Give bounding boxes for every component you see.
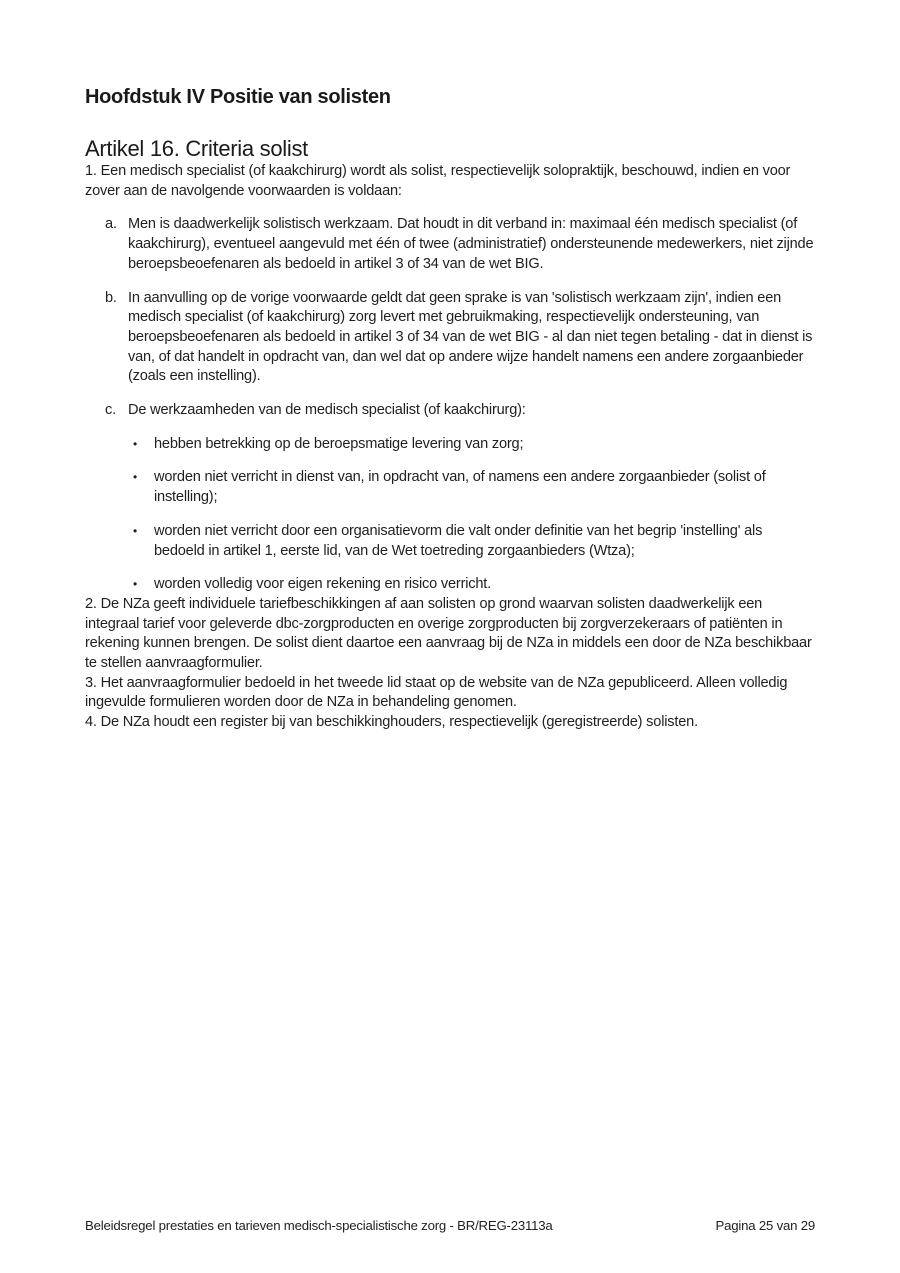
bullet-item-4: [128, 575, 815, 595]
list-marker-c: c.: [105, 402, 116, 419]
list-marker-a: a.: [105, 216, 117, 233]
bullet-item-3: [128, 522, 815, 561]
article-title: Artikel 16. Criteria solist: [85, 136, 308, 161]
list-item-b: [85, 289, 815, 388]
paragraph-3: 3. Het aanvraagformulier bedoeld in het tweede lid staat op de website van de NZa gepubliceerd. Alleen volledig ingevulde formulieren worden door de NZa in behandeling genomen.: [85, 674, 788, 711]
footer-document-reference: Beleidsregel prestaties en tarieven medisch-specialistische zorg - BR/REG-23113a: [85, 1218, 553, 1233]
bullet-icon: •: [133, 523, 138, 538]
bullet-item-3-text: worden niet verricht door een organisatievorm die valt onder definitie van het begrip 'instelling' als bedoeld in artikel 1, eerste lid, van de Wet toetreding zorgaanbieders (Wtza);: [154, 522, 763, 559]
footer-page-number: Pagina 25 van 29: [715, 1218, 815, 1233]
list-marker-b: b.: [105, 289, 117, 306]
bullet-item-2: [128, 468, 815, 507]
bullet-item-1: [128, 435, 815, 455]
chapter-title: Hoofdstuk IV Positie van solisten: [85, 86, 391, 108]
bullet-icon: •: [133, 436, 138, 451]
list-item-a-text: Men is daadwerkelijk solistisch werkzaam. Dat houdt in dit verband in: maximaal één medisch specialist (of kaakchirurg), eventueel aangevuld met één of twee (administratief) ondersteunende medewerkers, niet zijnde beroepsbeoefenaren als bedoeld in artikel 3 of 34 van de wet BIG.: [128, 216, 814, 272]
list-item-c-text: De werkzaamheden van de medisch specialist (of kaakchirurg):: [128, 402, 526, 419]
list-item-b-text: In aanvulling op de vorige voorwaarde geldt dat geen sprake is van 'solistisch werkzaam zijn', indien een medisch specialist (of kaakchirurg) zorg levert met gebruikmaking, respectievelijk ondersteuning, van beroepsbeoefenaren als bedoeld in artikel 3 of 34 van de wet BIG - al dan niet tegen betaling - dat in dienst is van, of dat handelt in opdracht van, dan wel dat op andere wijze handelt namens een andere zorgaanbieder (zoals een instelling).: [128, 289, 813, 385]
paragraph-4: 4. De NZa houdt een register bij van beschikkinghouders, respectievelijk (geregistreerde) solisten.: [85, 714, 698, 731]
paragraph-2: 2. De NZa geeft individuele tariefbeschikkingen af aan solisten op grond waarvan solisten daadwerkelijk een integraal tarief voor geleverde dbc-zorgproducten en overige zorgproducten bij zorgverzekeraars of patiënten in rekening kunnen brengen. De solist dient daartoe een aanvraag bij de NZa in middels een door de NZa beschikbaar te stellen aanvraagformulier.: [85, 595, 812, 672]
bullet-item-2-text: worden niet verricht in dienst van, in opdracht van, of namens een andere zorgaanbieder (solist of instelling);: [154, 469, 766, 506]
page-footer: [85, 1218, 815, 1233]
list-item-c: [85, 401, 815, 595]
criteria-list: [85, 215, 815, 595]
bullet-item-4-text: worden volledig voor eigen rekening en risico verricht.: [154, 576, 491, 593]
list-item-a: [85, 215, 815, 274]
paragraph-1: 1. Een medisch specialist (of kaakchirurg) wordt als solist, respectievelijk solopraktijk, beschouwd, indien en voor zover aan de navolgende voorwaarden is voldaan:: [85, 163, 791, 199]
bullet-icon: •: [133, 470, 138, 485]
sub-bullet-list: [128, 435, 815, 595]
bullet-icon: •: [133, 577, 138, 592]
bullet-item-1-text: hebben betrekking op de beroepsmatige levering van zorg;: [154, 435, 524, 452]
list-item-c-body: [128, 401, 815, 595]
document-content: [85, 86, 815, 733]
